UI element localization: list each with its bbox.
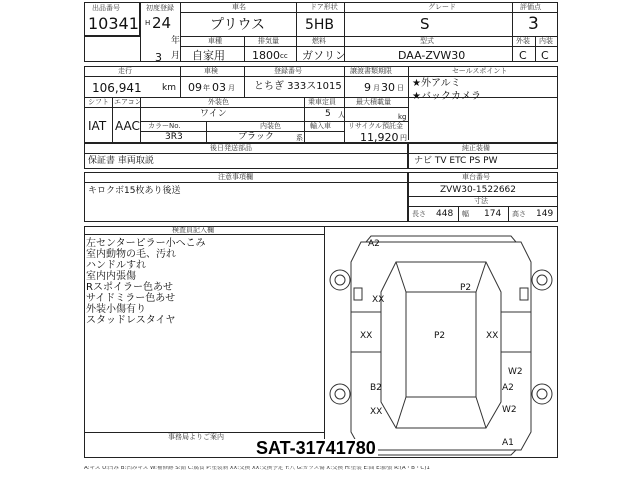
import-label: 輸入車 bbox=[310, 122, 331, 130]
accessories-value: 保証書 車両取説 bbox=[88, 156, 154, 166]
color-no-label: カラーNo. bbox=[148, 122, 181, 130]
chassis-value: ZVW30-1522662 bbox=[440, 185, 517, 195]
score-label: 評価点 bbox=[520, 3, 541, 11]
equipment-value: ナビ TV ETC PS PW bbox=[414, 156, 498, 166]
recycle-label: リサイクル預託金 bbox=[348, 122, 404, 130]
model-label: 車名 bbox=[232, 3, 246, 11]
code-label: 型式 bbox=[420, 37, 434, 45]
first-reg-month: 3 bbox=[155, 51, 162, 64]
code-value: DAA-ZVW30 bbox=[398, 49, 466, 62]
disp-value: 1800 bbox=[252, 49, 280, 62]
type-label: 車種 bbox=[208, 37, 222, 45]
capacity-label: 乗車定員 bbox=[308, 98, 336, 106]
chassis-label: 車台番号 bbox=[462, 173, 490, 181]
ac-value: AAC bbox=[115, 119, 140, 133]
inspection-line: スタッドレスタイヤ bbox=[86, 315, 176, 326]
plate-label: 登録番号 bbox=[274, 67, 302, 75]
lot-label: 出品番号 bbox=[92, 4, 120, 12]
score-value: 3 bbox=[528, 14, 539, 34]
inspect-year: 09 bbox=[188, 81, 202, 94]
inspect-label: 車検 bbox=[204, 67, 218, 75]
due-month: 9 bbox=[364, 81, 371, 94]
notes-label: 注意事項欄 bbox=[218, 173, 253, 181]
damage-mark: P2 bbox=[460, 283, 472, 293]
int-grade: C bbox=[541, 49, 549, 62]
grade-value: S bbox=[420, 15, 430, 33]
fuel-value: ガソリン bbox=[302, 49, 346, 62]
color-label: 外装色 bbox=[208, 98, 229, 106]
height-value: 149 bbox=[536, 209, 554, 219]
inspection-line: Rスポイラー色あせ bbox=[86, 282, 173, 293]
mileage-value: 106,941 bbox=[92, 81, 142, 95]
notes-value: キロクボ15枚あり後送 bbox=[88, 186, 181, 196]
auction-sheet: 出品番号 10341 初度登録 H 24 年 3 月 車名 プリウス ドア形状 5HB グレード S 評価点 3 車種 自家用 排気量 1800 cc 燃料 ガソリン 型式 DAA-ZVW30 外装 内装 C C 走行 106,941 km 車検 09 年 03 月 登録番号 とちぎ 333ス1015 譲渡書類期限 9 月 30 日 セールスポイント ★外アルミ ★バックカメラ シフト IAT エアコン AAC 外装色 ワイン カラーNo. 内装色 3R3 ブラック 系 乗車定員 5 人 輸入車 最大積載量 kg リサイクル預託金 11,920 円 純正装備 ナビ TV ETC PS PW 後日発送部品 保証書 車両取説 注意事項欄 キロクボ15枚あり後送 車台番号 ZVW30-1522662 寸法 長さ 448 幅 174 高さ 149 検査員記入欄 事務局よりご案内 左センターピラー小へこみ 室内動物の毛、汚れ ハンドルすれ 室内内張傷 Rスポイラー色あせ サイドミラー色あせ 外装小傷有り スタッドレスタイヤ A2 P2 XX XX P2 XX W2 B2 A2 XX W2 A1 SAT-31741780 A:キズ U:凹み B:凹みキズ W:補修跡 S:錆 C:腐食 P:塗装剥 XX:交換 XX:交換予定 Y:穴 G:ガラス傷 X:交換 H:塗装 E:曲 E:膨張 R:(A・B・C)1 bbox=[0, 0, 640, 480]
inspection-line: ハンドルすれ bbox=[86, 260, 146, 271]
damage-mark: XX bbox=[372, 295, 385, 305]
inspection-line: 左センターピラー小へこみ bbox=[86, 238, 206, 249]
inspection-notes bbox=[86, 238, 206, 326]
inspect-month: 03 bbox=[212, 81, 226, 94]
lot-number: 10341 bbox=[88, 14, 139, 33]
ac-label: エアコン bbox=[114, 98, 142, 106]
office-label: 事務局よりご案内 bbox=[168, 433, 224, 441]
damage-mark: B2 bbox=[370, 383, 382, 393]
grade-label: グレード bbox=[428, 3, 456, 11]
damage-mark: W2 bbox=[502, 405, 517, 415]
car-damage-diagram bbox=[326, 232, 556, 456]
legend-footer: A:キズ U:凹み B:凹みキズ W:補修跡 S:錆 C:腐食 P:塗装剥 XX:交換 XX:交換予定 Y:穴 G:ガラス傷 X:交換 H:塗装 E:曲 E:膨張 R:(A・B・C)1 bbox=[84, 466, 430, 471]
recycle-value: 11,920 bbox=[360, 131, 399, 144]
plate-value: とちぎ 333ス1015 bbox=[254, 81, 342, 92]
damage-mark: A1 bbox=[502, 438, 514, 448]
due-day: 30 bbox=[381, 81, 395, 94]
int-label: 内装 bbox=[539, 37, 553, 45]
int-color-label: 内装色 bbox=[260, 122, 281, 130]
inspection-line: 外装小傷有り bbox=[86, 304, 146, 315]
mileage-label: 走行 bbox=[118, 67, 132, 75]
doors-value: 5HB bbox=[305, 17, 335, 33]
type-value: 自家用 bbox=[192, 49, 225, 62]
damage-mark: A2 bbox=[368, 239, 380, 249]
first-reg-year: 24 bbox=[152, 14, 172, 32]
fuel-label: 燃料 bbox=[312, 37, 326, 45]
due-label: 譲渡書類期限 bbox=[350, 67, 392, 75]
capacity-value: 5 bbox=[325, 109, 331, 119]
equipment-label: 純正装備 bbox=[462, 144, 490, 152]
length-value: 448 bbox=[436, 209, 454, 219]
load-label: 最大積載量 bbox=[356, 98, 391, 106]
int-color-value: ブラック bbox=[238, 132, 274, 142]
shift-label: シフト bbox=[88, 98, 109, 106]
sheet-id-overlay: SAT-31741780 bbox=[256, 438, 376, 458]
inspection-line: 室内動物の毛、汚れ bbox=[86, 249, 176, 260]
size-label: 寸法 bbox=[474, 197, 488, 205]
inspection-label: 検査員記入欄 bbox=[172, 226, 214, 234]
width-value: 174 bbox=[484, 209, 502, 219]
doors-label: ドア形状 bbox=[310, 3, 338, 11]
damage-mark: XX bbox=[360, 331, 373, 341]
sales-label: セールスポイント bbox=[452, 67, 508, 75]
shift-value: IAT bbox=[88, 119, 107, 133]
color-value: ワイン bbox=[200, 109, 227, 119]
damage-mark: A2 bbox=[502, 383, 514, 393]
color-no-value: 3R3 bbox=[165, 132, 183, 142]
damage-mark: XX bbox=[486, 331, 499, 341]
damage-mark: XX bbox=[370, 407, 383, 417]
first-reg-label: 初度登録 bbox=[146, 4, 174, 12]
disp-label: 排気量 bbox=[258, 37, 279, 45]
sales-point-1: ★外アルミ bbox=[412, 78, 461, 89]
inspection-line: 室内内張傷 bbox=[86, 271, 136, 282]
accessories-label: 後日発送部品 bbox=[210, 144, 252, 152]
inspection-line: サイドミラー色あせ bbox=[86, 293, 176, 304]
sales-point-2: ★バックカメラ bbox=[412, 91, 481, 102]
ext-grade: C bbox=[519, 49, 527, 62]
model-name: プリウス bbox=[210, 17, 266, 33]
damage-mark: W2 bbox=[508, 367, 523, 377]
damage-mark: P2 bbox=[434, 331, 446, 341]
ext-label: 外装 bbox=[516, 37, 530, 45]
